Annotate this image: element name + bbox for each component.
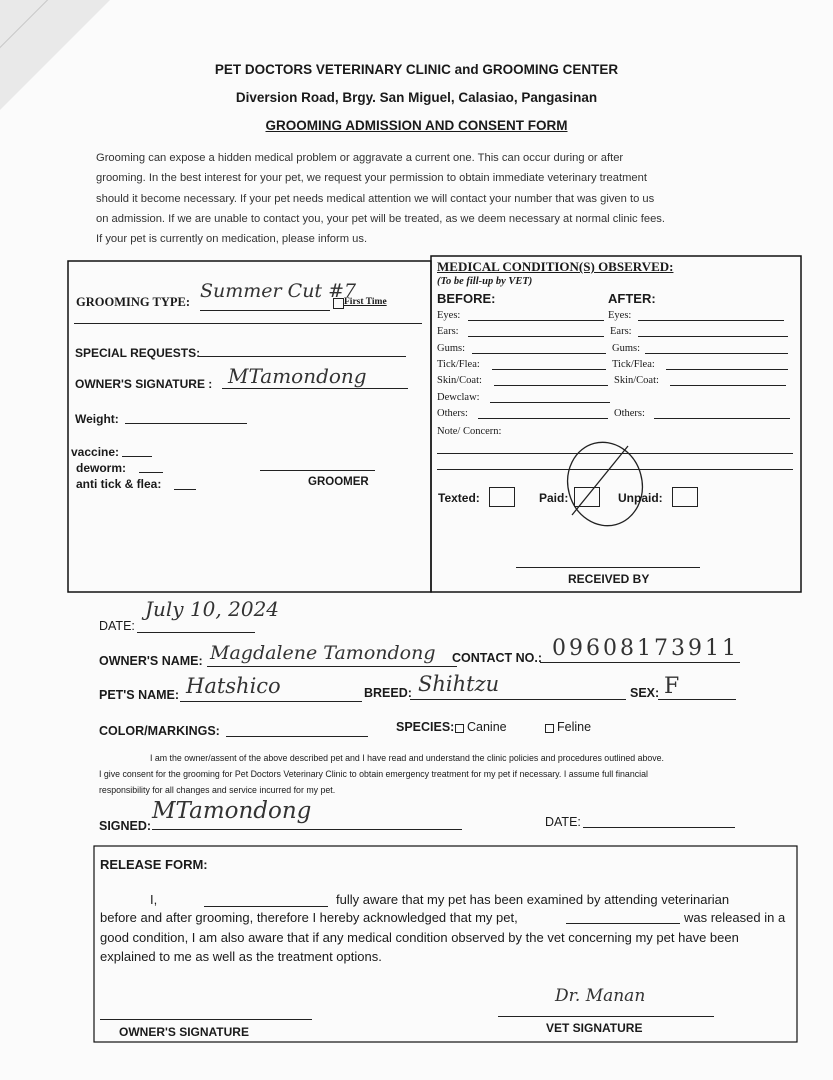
before-label: BEFORE: [437,291,496,306]
consent-line-1: I am the owner/assent of the above described pet and I have read and understand the clinic policies and procedures outlined above. [150,753,664,763]
before-tick-flea: Tick/Flea: [437,359,480,370]
canine-label: Canine [467,720,507,734]
after-gums: Gums: [612,343,641,354]
texted-label: Texted: [438,491,480,505]
texted-checkbox[interactable] [489,487,515,507]
special-requests-field[interactable] [198,356,406,357]
paid-checkbox[interactable] [574,487,600,507]
before-eyes: Eyes: [437,310,461,321]
sex-label: SEX: [630,686,660,700]
clinic-address: Diversion Road, Brgy. San Miguel, Calasiao, Pangasinan [235,90,598,105]
unpaid-label: Unpaid: [618,491,663,505]
feline-checkbox[interactable] [545,724,554,733]
grooming-type-value[interactable]: Summer Cut #7 [200,280,357,302]
before-skin-coat: Skin/Coat: [437,375,482,386]
color-markings-field[interactable] [226,736,368,737]
deworm-label: deworm: [76,461,127,475]
intro-paragraph: Grooming can expose a hidden medical problem or aggravate a current one. This can occur during or after grooming. In the best interest for your pet, we request your permission to obtain immediate veterinary treatment should it become necessary. If your pet needs medical attention we will contact your number that was given to us on admission. If we are unable to contact you, your pet will be treated, as we deem necessary at normal clinic fees. If your pet is currently on medication, please inform us. [96,152,665,246]
weight-field[interactable] [125,423,247,424]
note-line-2[interactable] [437,469,793,470]
first-time-label: First Time [344,297,387,307]
clinic-name: PET DOCTORS VETERINARY CLINIC and GROOMING CENTER [214,62,619,77]
signed-value[interactable]: MTamondong [152,798,312,824]
vet-signature-line[interactable] [498,1016,714,1017]
before-ears: Ears: [437,326,459,337]
received-by-label: RECEIVED BY [568,572,650,586]
grooming-type-label: GROOMING TYPE: [76,295,191,309]
owner-signature-label: OWNER'S SIGNATURE : [75,377,213,391]
after-label: AFTER: [608,291,656,306]
after-others: Others: [614,408,645,419]
breed-value[interactable]: Shihtzu [418,672,500,696]
release-line-4: explained to me as well as the treatment options. [100,949,382,964]
breed-label: BREED: [364,686,412,700]
contact-label: CONTACT NO.: [452,651,543,665]
after-ears: Ears: [610,326,632,337]
release-form-title: RELEASE FORM: [100,857,208,872]
release-owner-signature-label: OWNER'S SIGNATURE [119,1025,249,1039]
vet-signature-label: VET SIGNATURE [546,1021,643,1035]
pet-name-value[interactable]: Hatshico [186,674,281,698]
color-markings-label: COLOR/MARKINGS: [99,724,220,738]
date-value[interactable]: July 10, 2024 [145,597,280,621]
release-owner-name-field[interactable] [204,906,328,907]
medical-condition-title: MEDICAL CONDITION(S) OBSERVED: [437,259,674,274]
canine-checkbox[interactable] [455,724,464,733]
species-label: SPECIES: [396,720,455,734]
signed-label: SIGNED: [99,819,152,833]
after-eyes: Eyes: [608,310,632,321]
release-line-2b: was released in a [684,910,786,925]
paid-label: Paid: [539,491,569,505]
weight-label: Weight: [75,412,119,426]
release-line-1b: fully aware that my pet has been examined by attending veterinarian [336,892,730,907]
vaccine-label: vaccine: [71,445,120,459]
note-concern-label: Note/ Concern: [437,426,502,437]
after-skin-coat: Skin/Coat: [614,375,659,386]
after-tick-flea: Tick/Flea: [612,359,655,370]
release-pet-field[interactable] [566,923,680,924]
owner-name-label: OWNER'S NAME: [99,654,203,668]
first-time-checkbox[interactable] [333,298,344,309]
special-requests-label: SPECIAL REQUESTS: [75,346,201,360]
vet-subtitle: (To be fill-up by VET) [437,276,533,287]
pet-name-label: PET'S NAME: [99,688,180,702]
received-by-line[interactable] [516,567,700,568]
consent-line-3: responsibility for all changes and service incurred for my pet. [99,785,336,795]
anti-tick-label: anti tick & flea: [76,477,162,491]
owner-signature-line[interactable] [100,1019,312,1020]
consent-line-2: I give consent for the grooming for Pet Doctors Veterinary Clinic to obtain emergency treatment for my pet if necessary. I assume full financial [99,769,648,779]
before-dewclaw: Dewclaw: [437,392,480,403]
vet-signature-value[interactable]: Dr. Manan [555,986,646,1006]
feline-label: Feline [557,720,592,734]
groomer-signature-line[interactable] [260,470,375,471]
sex-value[interactable]: F [664,674,680,699]
consent-date-label: DATE: [545,815,581,829]
unpaid-checkbox[interactable] [672,487,698,507]
owner-name-value[interactable]: Magdalene Tamondong [210,642,436,664]
before-gums: Gums: [437,343,466,354]
release-line-3: good condition, I am also aware that if any medical condition observed by the vet concerning my pet have been [100,930,739,945]
release-line-1a: I, [150,892,158,907]
contact-value[interactable]: 09608173911 [552,636,739,661]
before-others: Others: [437,408,468,419]
consent-date-field[interactable] [583,827,735,828]
owner-signature-value[interactable]: MTamondong [228,364,367,388]
note-line-1[interactable] [437,453,793,454]
form-title: GROOMING ADMISSION AND CONSENT FORM [265,118,568,133]
groomer-label: GROOMER [308,476,369,488]
date-label: DATE: [99,619,135,633]
release-line-2a: before and after grooming, therefore I hereby acknowledged that my pet, [100,910,518,925]
